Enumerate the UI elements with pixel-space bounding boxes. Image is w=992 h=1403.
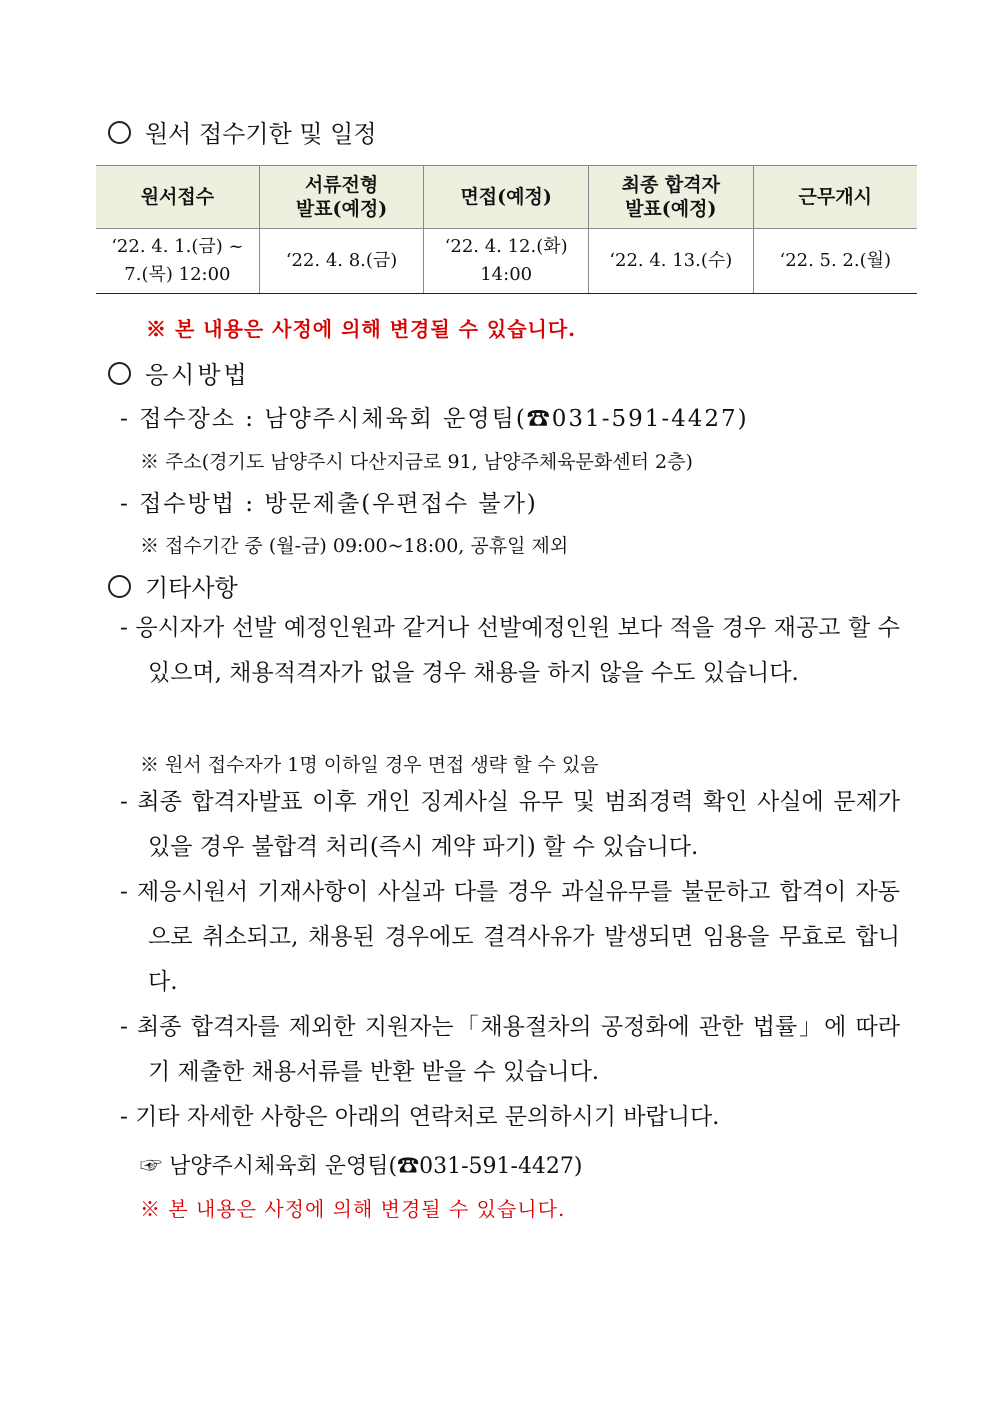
notice-change-2: ※ 본 내용은 사정에 의해 변경될 수 있습니다. [140, 1197, 566, 1221]
section-schedule [108, 114, 377, 149]
circle-bullet-icon [108, 362, 131, 385]
etc-item-1-note: ※ 원서 접수자가 1명 이하일 경우 면접 생략 할 수 있음 [140, 754, 599, 776]
section-etc-title: 기타사항 [145, 574, 238, 602]
etc-item-3: - 제응시원서 기재사항이 사실과 다를 경우 과실유무를 불문하고 합격이 자동으로 취소되고, 채용된 경우에도 결격사유가 발생되면 임용을 무효로 합니다. [120, 879, 900, 995]
table-row [96, 229, 917, 294]
table-cell: ‘22. 4. 12.(화) 14:00 [424, 229, 589, 294]
table-header-cell: 면접(예정) [424, 166, 589, 229]
etc-item-1: - 응시자가 선발 예정인원과 같거나 선발예정인원 보다 적을 경우 재공고 할 수 있으며, 채용적격자가 없을 경우 채용을 하지 않을 수도 있습니다. [120, 615, 900, 686]
etc-item-5: - 기타 자세한 사항은 아래의 연락처로 문의하시기 바랍니다. [120, 1104, 720, 1130]
contact-info: ☞ 남양주시체육회 운영팀(☎031-591-4427) [140, 1154, 583, 1179]
schedule-table [96, 165, 917, 294]
method-period-note: ※ 접수기간 중 (월-금) 09:00~18:00, 공휴일 제외 [140, 535, 569, 557]
section-schedule-title: 원서 접수기한 및 일정 [145, 120, 377, 148]
table-cell: ‘22. 4. 8.(금) [259, 229, 423, 294]
section-etc [108, 568, 238, 603]
method-address-note: ※ 주소(경기도 남양주시 다산지금로 91, 남양주체육문화센터 2층) [140, 451, 693, 473]
etc-item-2: - 최종 합격자발표 이후 개인 징계사실 유무 및 범죄경력 확인 사실에 문제가 있을 경우 불합격 처리(즉시 계약 파기) 할 수 있습니다. [120, 789, 900, 860]
table-header-cell: 근무개시 [753, 166, 917, 229]
method-how: - 접수방법 : 방문제출(우편접수 불가) [120, 491, 538, 517]
table-cell: ‘22. 5. 2.(월) [753, 229, 917, 294]
circle-bullet-icon [108, 121, 131, 144]
etc-item-4: - 최종 합격자를 제외한 지원자는「채용절차의 공정화에 관한 법률」에 따라 기 제출한 채용서류를 반환 받을 수 있습니다. [120, 1014, 900, 1085]
table-cell: ‘22. 4. 1.(금) ~ 7.(목) 12:00 [96, 229, 259, 294]
section-method [108, 355, 250, 390]
table-header-cell: 최종 합격자 발표(예정) [589, 166, 753, 229]
circle-bullet-icon [108, 575, 131, 598]
table-header-row [96, 166, 917, 229]
method-place: - 접수장소 : 남양주시체육회 운영팀(☎031-591-4427) [120, 406, 749, 432]
table-header-cell: 원서접수 [96, 166, 259, 229]
notice-change-1: ※ 본 내용은 사정에 의해 변경될 수 있습니다. [146, 317, 577, 341]
section-method-title: 응시방법 [145, 361, 250, 389]
table-cell: ‘22. 4. 13.(수) [589, 229, 753, 294]
table-header-cell: 서류전형 발표(예정) [259, 166, 423, 229]
